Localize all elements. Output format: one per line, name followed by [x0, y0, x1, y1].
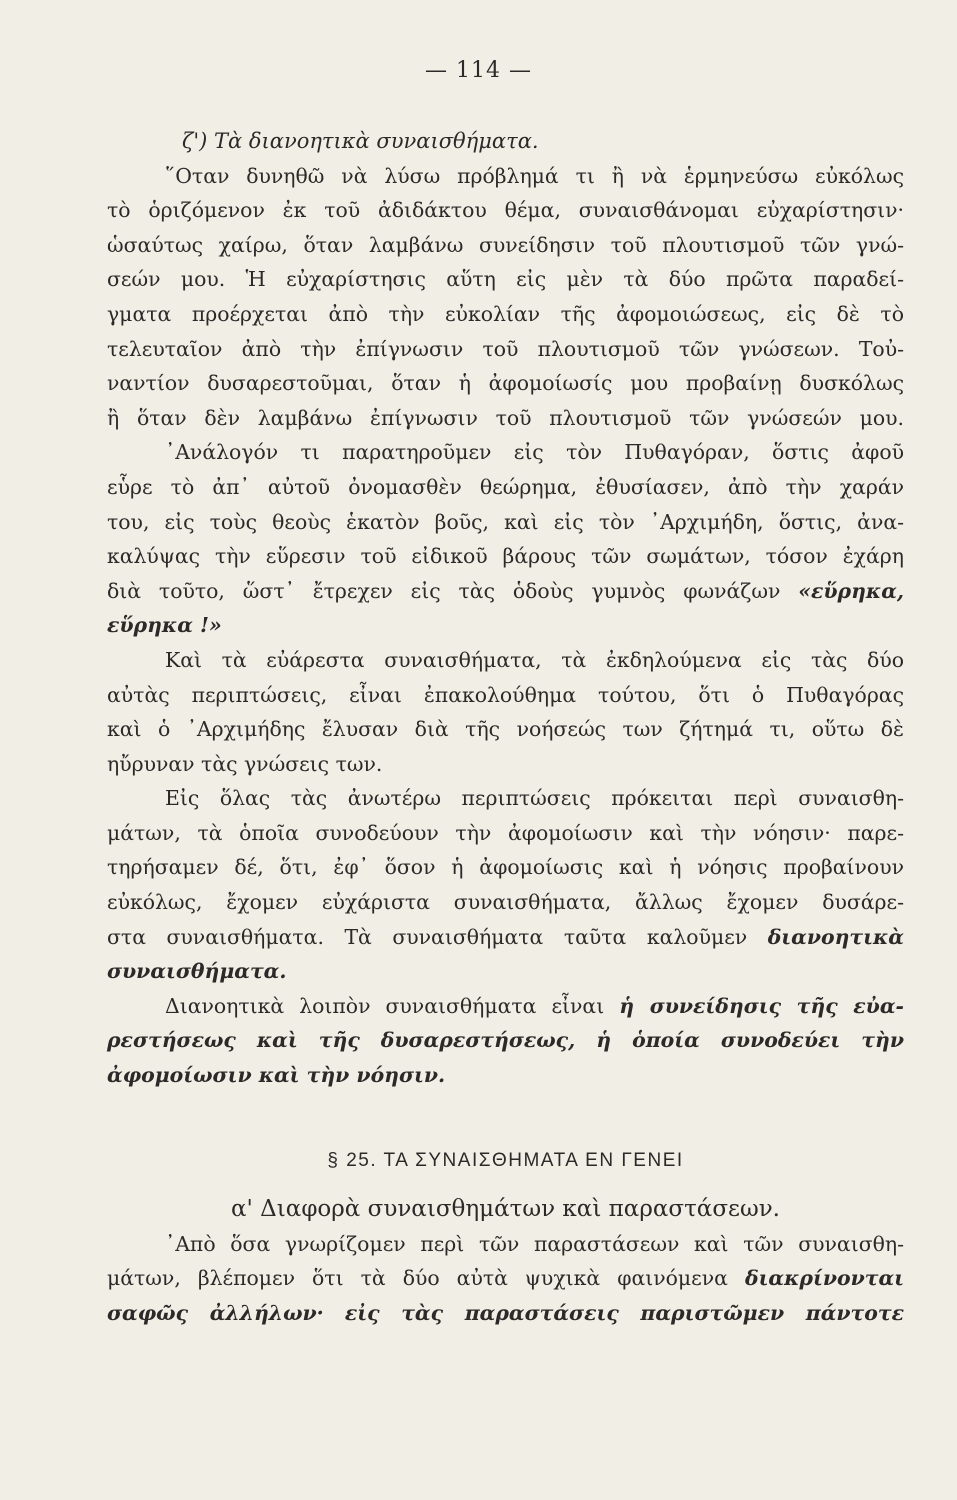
subheading-a: α' Διαφορὰ συναισθημάτων καὶ παραστάσεων. [231, 1196, 780, 1223]
subsection-heading: ζ') Τὰ διανοητικὰ συναισθήματα. [182, 129, 539, 153]
text-span: Διανοητικὰ λοιπὸν συναισθήματα εἶναι [165, 993, 605, 1018]
text-line: ᾿Απὸ ὅσα γνωρίζομεν περὶ τῶν παραστάσεων καὶ τῶν συναισθη- [165, 1231, 904, 1256]
section-spacer [107, 1178, 904, 1192]
text-line [107, 1296, 904, 1331]
emphasis-span: διανοητικὰ [767, 924, 904, 949]
emphasis-span: διακρίνονται [744, 1266, 905, 1291]
text-line: τὸ ὁριζόμενον ἐκ τοῦ ἀδιδάκτου θέμα, συναισθάνομαι εὐχαρίστησιν· [107, 198, 904, 223]
text-line: εὕρηκα !» [107, 613, 222, 638]
text-line: Εἰς ὅλας τὰς ἀνωτέρω περιπτώσεις πρόκειται περὶ συναισθη- [165, 786, 904, 811]
text-line: εὐκόλως, ἔχομεν εὐχάριστα συναισθήματα, ἄλλως ἔχομεν δυσάρε- [107, 890, 904, 915]
body-text [107, 124, 904, 1331]
text-line [107, 1261, 904, 1296]
text-line: ἢ ὅταν δὲν λαμβάνω ἐπίγνωσιν τοῦ πλουτισμοῦ τῶν γνώσεών μου. [107, 405, 904, 430]
text-line: τελευταῖον ἀπὸ τὴν ἐπίγνωσιν τοῦ πλουτισμοῦ τῶν γνώσεων. Τοὐ- [107, 336, 904, 361]
text-span: μάτων, βλέπομεν ὅτι τὰ δύο αὐτὰ ψυχικὰ φαινόμενα [107, 1266, 728, 1291]
text-span: διὰ τοῦτο, ὥστ᾿ ἔτρεχεν εἰς τὰς ὁδοὺς γυμνὸς φωνάζων [107, 578, 781, 603]
section-spacer [107, 1093, 904, 1144]
emphasis-span: σαφῶς ἀλλήλων· [107, 1301, 324, 1325]
text-line: ηὔρυναν τὰς γνώσεις των. [107, 751, 383, 776]
text-line: ρεστήσεως καὶ τῆς δυσαρεστήσεως, ἡ ὁποία συνοδεύει τὴν [107, 1028, 904, 1053]
text-line: συναισθήματα. [107, 959, 287, 984]
text-line: εὗρε τὸ ἀπ᾿ αὐτοῦ ὀνομασθὲν θεώρημα, ἐθυσίασεν, ἀπὸ τὴν χαράν [107, 474, 904, 499]
emphasis-span: «εὕρηκα, [798, 578, 904, 603]
text-line [107, 574, 904, 609]
emphasis-span: εἰς τὰς παραστάσεις παριστῶμεν πάντοτε [344, 1301, 904, 1325]
page-number: — 114 — [425, 58, 532, 83]
text-line: τηρήσαμεν δέ, ὅτι, ἐφ᾿ ὅσον ἡ ἀφομοίωσις καὶ ἡ νόησις προβαίνουν [107, 855, 904, 880]
section-heading: § 25. ΤΑ ΣΥΝΑΙΣΘΗΜΑΤΑ ΕΝ ΓΕΝΕΙ [327, 1149, 684, 1171]
text-line: Καὶ τὰ εὐάρεστα συναισθήματα, τὰ ἐκδηλούμενα εἰς τὰς δύο [165, 647, 904, 672]
text-line: ἀφομοίωσιν καὶ τὴν νόησιν. [107, 1063, 446, 1088]
text-line [107, 920, 904, 955]
text-line: ναντίον δυσαρεστοῦμαι, ὅταν ἡ ἀφομοίωσίς μου προβαίνῃ δυσκόλως [107, 371, 904, 396]
text-line: σεών μου. Ἡ εὐχαρίστησις αὕτη εἰς μὲν τὰ δύο πρῶτα παραδεί- [107, 267, 904, 292]
emphasis-span: ἡ συνείδησις τῆς εὐα- [619, 993, 904, 1018]
text-line: ῞Οταν δυνηθῶ νὰ λύσω πρόβλημά τι ἢ νὰ ἑρμηνεύσω εὐκόλως [165, 163, 904, 188]
text-line: αὐτὰς περιπτώσεις, εἶναι ἐπακολούθημα τούτου, ὅτι ὁ Πυθαγόρας [107, 682, 904, 707]
text-line: γματα προέρχεται ἀπὸ τὴν εὐκολίαν τῆς ἀφομοιώσεως, εἰς δὲ τὸ [107, 301, 904, 326]
text-span: στα συναισθήματα. Τὰ συναισθήματα ταῦτα καλοῦμεν [107, 924, 748, 949]
text-line: καὶ ὁ ᾿Αρχιμήδης ἔλυσαν διὰ τῆς νοήσεώς των ζήτημά τι, οὕτω δὲ [107, 717, 904, 742]
text-line [107, 989, 904, 1024]
text-line: του, εἰς τοὺς θεοὺς ἑκατὸν βοῦς, καὶ εἰς τὸν ᾿Αρχιμήδη, ὅστις, ἀνα- [107, 509, 904, 534]
text-line: ᾿Ανάλογόν τι παρατηροῦμεν εἰς τὸν Πυθαγόραν, ὅστις ἀφοῦ [165, 440, 904, 465]
text-line: καλύψας τὴν εὕρεσιν τοῦ εἰδικοῦ βάρους τῶν σωμάτων, τόσον ἐχάρη [107, 544, 904, 569]
text-line: ὡσαύτως χαίρω, ὅταν λαμβάνω συνείδησιν τοῦ πλουτισμοῦ τῶν γνώ- [107, 232, 904, 257]
text-line: μάτων, τὰ ὁποῖα συνοδεύουν τὴν ἀφομοίωσιν καὶ τὴν νόησιν· παρε- [107, 820, 904, 845]
